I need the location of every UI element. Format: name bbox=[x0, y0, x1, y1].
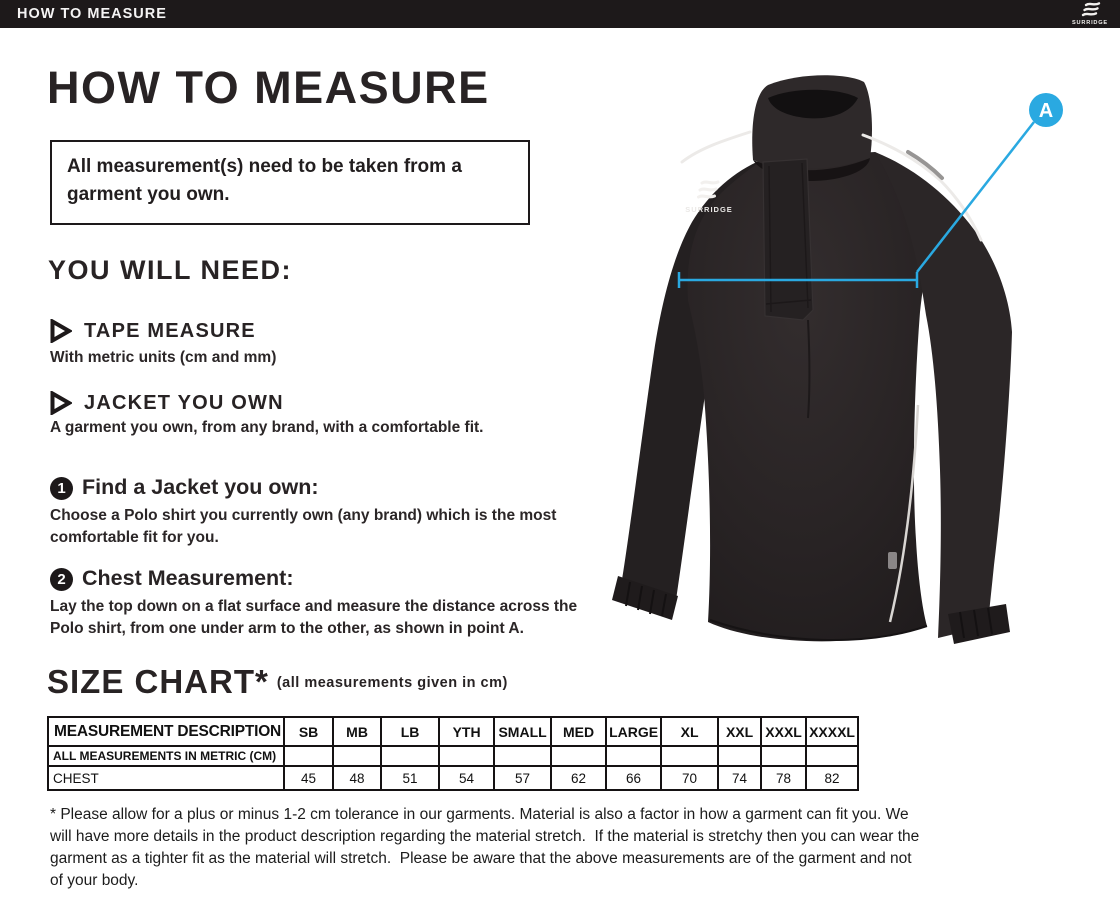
table-header-cell: SMALL bbox=[494, 717, 551, 746]
zip-pull bbox=[888, 552, 897, 569]
need-item-jacket-you-own: JACKET YOU OWN bbox=[84, 392, 284, 414]
table-cell bbox=[761, 746, 806, 766]
table-cell bbox=[551, 746, 606, 766]
table-cell: 62 bbox=[551, 766, 606, 790]
table-header-cell: XXL bbox=[718, 717, 761, 746]
table-header-cell: LARGE bbox=[606, 717, 661, 746]
table-cell bbox=[661, 746, 718, 766]
table-cell: CHEST bbox=[48, 766, 284, 790]
surridge-logo-icon bbox=[1070, 1, 1110, 32]
table-cell: 54 bbox=[439, 766, 494, 790]
table-cell bbox=[381, 746, 439, 766]
table-cell: 57 bbox=[494, 766, 551, 790]
table-cell bbox=[718, 746, 761, 766]
table-cell: 78 bbox=[761, 766, 806, 790]
table-header-cell: LB bbox=[381, 717, 439, 746]
step-title: Chest Measurement: bbox=[82, 566, 294, 590]
size-chart-table bbox=[47, 716, 859, 791]
table-header-cell: MEASUREMENT DESCRIPTION bbox=[48, 717, 284, 746]
point-a-badge bbox=[1029, 93, 1063, 127]
page-title: HOW TO MEASURE bbox=[47, 62, 490, 113]
table-header-cell: XXXXL bbox=[806, 717, 858, 746]
you-will-need-heading: YOU WILL NEED: bbox=[48, 255, 293, 285]
table-cell bbox=[806, 746, 858, 766]
table-cell: 66 bbox=[606, 766, 661, 790]
table-header-cell: SB bbox=[284, 717, 333, 746]
size-chart-heading bbox=[47, 663, 508, 701]
table-header-cell: YTH bbox=[439, 717, 494, 746]
point-a-label: A bbox=[1038, 100, 1054, 122]
section-header-bar[interactable] bbox=[0, 0, 1120, 28]
jacket-measurement-diagram bbox=[600, 60, 1120, 700]
jacket-logo-text: SURRIDGE bbox=[685, 205, 733, 214]
table-cell bbox=[439, 746, 494, 766]
table-row bbox=[48, 766, 858, 790]
table-header-cell: XL bbox=[661, 717, 718, 746]
size-chart-subtitle: (all measurements given in cm) bbox=[276, 675, 508, 691]
table-cell bbox=[494, 746, 551, 766]
table-row bbox=[48, 746, 858, 766]
need-item-description: A garment you own, from any brand, with a comfortable fit. bbox=[50, 419, 484, 436]
table-cell: 74 bbox=[718, 766, 761, 790]
step-title: Find a Jacket you own: bbox=[82, 475, 319, 499]
table-header-cell: MB bbox=[333, 717, 381, 746]
step-description: Lay the top down on a flat surface and measure the distance across the Polo shirt, from one under arm to the other, as shown in point A. bbox=[50, 598, 578, 637]
size-chart-title: SIZE CHART* bbox=[47, 663, 269, 700]
table-header-cell: MED bbox=[551, 717, 606, 746]
table-cell: 82 bbox=[806, 766, 858, 790]
surridge-logo-text: SURRIDGE bbox=[1072, 20, 1108, 26]
need-item-tape-measure: TAPE MEASURE bbox=[84, 320, 256, 342]
table-cell bbox=[606, 746, 661, 766]
table-cell: 70 bbox=[661, 766, 718, 790]
step-number-badge: 1 bbox=[50, 477, 73, 500]
table-cell: 45 bbox=[284, 766, 333, 790]
tolerance-footnote: * Please allow for a plus or minus 1-2 cm tolerance in our garments. Material is also a factor in how a garment can fit you. We will have more details in the product description regarding the material stretch. If the material is stretchy then you can wear the garment as a tighter fit as the material will stretch. Please be aware that the above measurements are of the garment and not of your body. bbox=[50, 806, 924, 889]
notice-box bbox=[50, 140, 530, 225]
table-header-row bbox=[48, 717, 858, 746]
triangle-right-icon bbox=[50, 391, 72, 415]
table-cell: 48 bbox=[333, 766, 381, 790]
jacket-image bbox=[612, 75, 1012, 644]
step-number-badge: 2 bbox=[50, 568, 73, 591]
table-cell: 51 bbox=[381, 766, 439, 790]
table-cell bbox=[333, 746, 381, 766]
table-header-cell: XXXL bbox=[761, 717, 806, 746]
section-header-title: HOW TO MEASURE bbox=[17, 6, 167, 22]
need-item-description: With metric units (cm and mm) bbox=[50, 349, 277, 366]
step-description: Choose a Polo shirt you currently own (any brand) which is the most comfortable fit for you. bbox=[50, 507, 557, 546]
table-cell: ALL MEASUREMENTS IN METRIC (CM) bbox=[48, 746, 284, 766]
triangle-right-icon bbox=[50, 319, 72, 343]
notice-text: All measurement(s) need to be taken from a garment you own. bbox=[67, 156, 462, 205]
table-cell bbox=[284, 746, 333, 766]
